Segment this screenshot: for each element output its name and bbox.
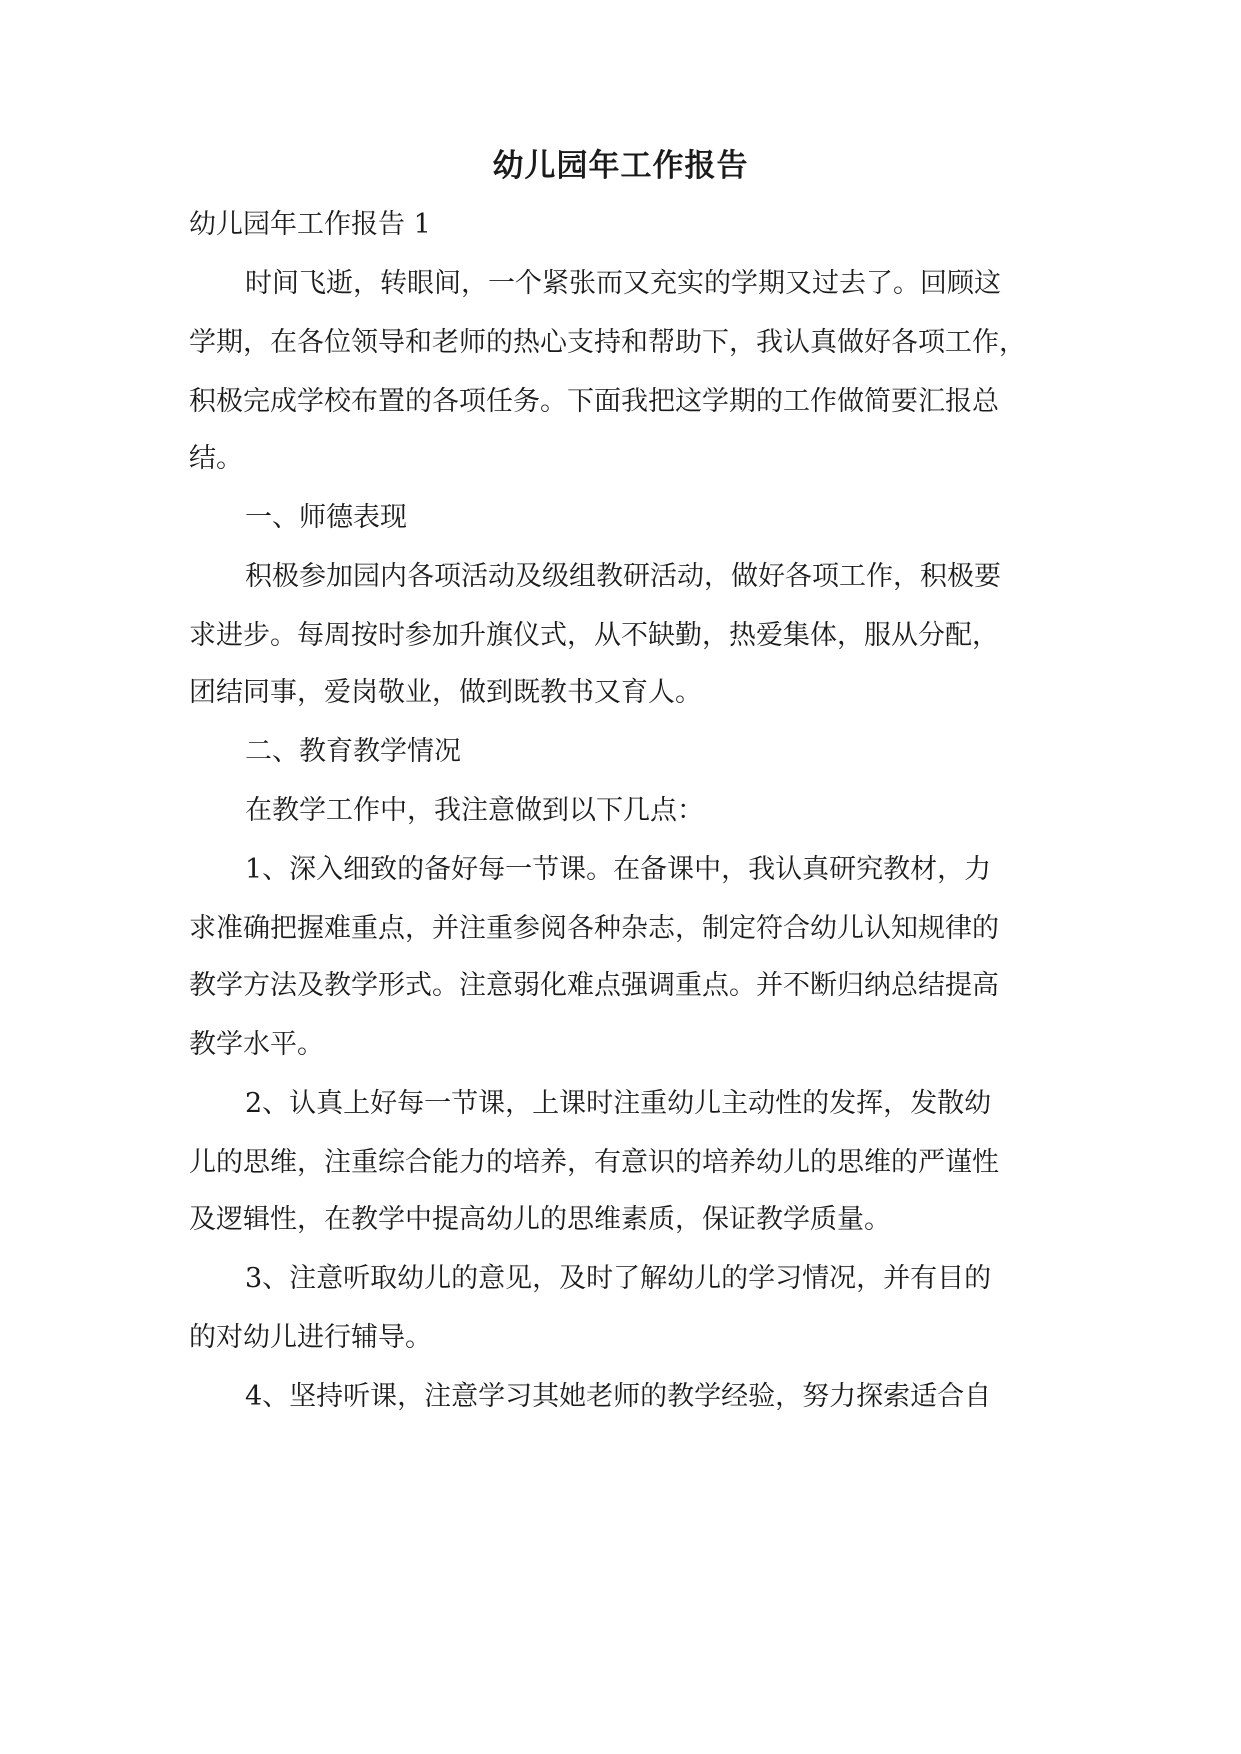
paragraph-line: 结。 <box>189 443 243 474</box>
paragraph-line: 团结同事，爱岗敬业，做到既教书又育人。 <box>189 677 702 708</box>
paragraph-line: 的对幼儿进行辅导。 <box>189 1322 432 1353</box>
paragraph-line: 求准确把握难重点，并注重参阅各种杂志，制定符合幼儿认知规律的 <box>189 913 999 944</box>
paragraph-line: 教学方法及教学形式。注意弱化难点强调重点。并不断归纳总结提高 <box>189 970 999 1001</box>
report-subtitle: 幼儿园年工作报告 1 <box>189 209 431 240</box>
paragraph-line: 在教学工作中，我注意做到以下几点： <box>245 795 704 826</box>
document-title: 幼儿园年工作报告 <box>492 148 749 184</box>
paragraph-line: 2、认真上好每一节课，上课时注重幼儿主动性的发挥，发散幼 <box>245 1088 992 1119</box>
paragraph-line: 积极参加园内各项活动及级组教研活动，做好各项工作，积极要 <box>245 561 1001 592</box>
section-heading: 一、师德表现 <box>245 502 407 533</box>
paragraph-line: 学期，在各位领导和老师的热心支持和帮助下，我认真做好各项工作， <box>189 327 1026 358</box>
paragraph-line: 1、深入细致的备好每一节课。在备课中，我认真研究教材，力 <box>245 854 992 885</box>
paragraph-line: 时间飞逝，转眼间，一个紧张而又充实的学期又过去了。回顾这 <box>245 268 1001 299</box>
paragraph-line: 积极完成学校布置的各项任务。下面我把这学期的工作做简要汇报总 <box>189 386 999 417</box>
paragraph-line: 3、注意听取幼儿的意见，及时了解幼儿的学习情况，并有目的 <box>245 1263 992 1294</box>
paragraph-line: 及逻辑性，在教学中提高幼儿的思维素质，保证教学质量。 <box>189 1204 891 1235</box>
paragraph-line: 4、坚持听课，注意学习其她老师的教学经验，努力探索适合自 <box>245 1381 992 1412</box>
paragraph-line: 儿的思维，注重综合能力的培养，有意识的培养幼儿的思维的严谨性 <box>189 1147 999 1178</box>
paragraph-line: 教学水平。 <box>189 1029 324 1060</box>
section-heading: 二、教育教学情况 <box>245 736 461 767</box>
paragraph-line: 求进步。每周按时参加升旗仪式，从不缺勤，热爱集体，服从分配， <box>189 620 999 651</box>
